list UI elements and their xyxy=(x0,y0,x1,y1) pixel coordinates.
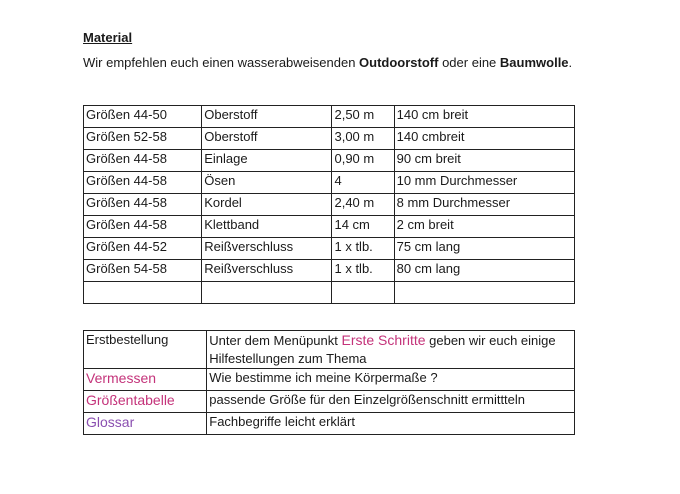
table-row xyxy=(84,194,575,216)
desc-text-after: geben wir euch einige Hilfestellungen zum Thema xyxy=(209,333,556,366)
cell-size: Größen 44-52 xyxy=(84,238,202,260)
cell-material: Oberstoff xyxy=(202,128,332,150)
cell-size: Größen 44-58 xyxy=(84,172,202,194)
cell-amount: 1 x tlb. xyxy=(332,238,394,260)
cell-amount: 14 cm xyxy=(332,216,394,238)
cell-spec: 2 cm breit xyxy=(394,216,574,238)
cell-size: Größen 52-58 xyxy=(84,128,202,150)
description-glossar: Fachbegriffe leicht erklärt xyxy=(207,413,575,435)
cell-amount: 0,90 m xyxy=(332,150,394,172)
link-groessentabelle[interactable]: Größentabelle xyxy=(84,391,207,413)
cell-size: Größen 44-58 xyxy=(84,150,202,172)
cell-material: Reißverschluss xyxy=(202,260,332,282)
cell-size xyxy=(84,282,202,304)
cell-material xyxy=(202,282,332,304)
intro-bold-baumwolle: Baumwolle xyxy=(499,55,569,70)
links-row-vermessen xyxy=(84,369,575,391)
link-vermessen[interactable]: Vermessen xyxy=(84,369,207,391)
cell-amount: 1 x tlb. xyxy=(332,260,394,282)
table-row xyxy=(84,150,575,172)
cell-material: Reißverschluss xyxy=(202,238,332,260)
description-groessentabelle: passende Größe für den Einzelgrößenschnitt ermittteln xyxy=(207,391,575,413)
cell-amount: 2,40 m xyxy=(332,194,394,216)
cell-material: Ösen xyxy=(202,172,332,194)
cell-size: Größen 44-58 xyxy=(84,194,202,216)
cell-spec: 75 cm lang xyxy=(394,238,574,260)
links-row-erstbestellung xyxy=(84,331,575,369)
table-row xyxy=(84,238,575,260)
intro-prefix: Wir empfehlen euch einen wasserabweisenden xyxy=(83,55,360,70)
materials-table xyxy=(83,105,575,304)
links-table xyxy=(83,330,575,435)
cell-material: Oberstoff xyxy=(202,106,332,128)
links-row-groessentabelle xyxy=(84,391,575,413)
cell-size: Größen 54-58 xyxy=(84,260,202,282)
intro-suffix: . xyxy=(568,55,573,70)
link-erste-schritte[interactable]: Erste Schritte xyxy=(341,332,426,348)
link-glossar[interactable]: Glossar xyxy=(84,413,207,435)
desc-text-before: Unter dem Menüpunkt xyxy=(209,333,342,348)
intro-text xyxy=(83,55,572,70)
intro-bold-outdoorstoff: Outdoorstoff xyxy=(359,55,439,70)
cell-size: Größen 44-50 xyxy=(84,106,202,128)
cell-material: Klettband xyxy=(202,216,332,238)
intro-middle: oder eine xyxy=(438,55,500,70)
cell-spec: 140 cm breit xyxy=(394,106,574,128)
table-row xyxy=(84,260,575,282)
cell-amount xyxy=(332,282,394,304)
cell-size: Größen 44-58 xyxy=(84,216,202,238)
links-row-glossar xyxy=(84,413,575,435)
material-heading: Material xyxy=(83,30,133,45)
cell-material: Kordel xyxy=(202,194,332,216)
table-row xyxy=(84,172,575,194)
cell-spec: 90 cm breit xyxy=(394,150,574,172)
cell-spec: 140 cmbreit xyxy=(394,128,574,150)
cell-amount: 4 xyxy=(332,172,394,194)
cell-material: Einlage xyxy=(202,150,332,172)
cell-amount: 2,50 m xyxy=(332,106,394,128)
description-erstbestellung xyxy=(207,331,575,369)
cell-spec: 8 mm Durchmesser xyxy=(394,194,574,216)
cell-spec xyxy=(394,282,574,304)
cell-spec: 10 mm Durchmesser xyxy=(394,172,574,194)
description-vermessen: Wie bestimme ich meine Körpermaße ? xyxy=(207,369,575,391)
table-row xyxy=(84,128,575,150)
table-row xyxy=(84,216,575,238)
table-row xyxy=(84,106,575,128)
label-erstbestellung: Erstbestellung xyxy=(84,331,207,369)
cell-amount: 3,00 m xyxy=(332,128,394,150)
table-row xyxy=(84,282,575,304)
cell-spec: 80 cm lang xyxy=(394,260,574,282)
